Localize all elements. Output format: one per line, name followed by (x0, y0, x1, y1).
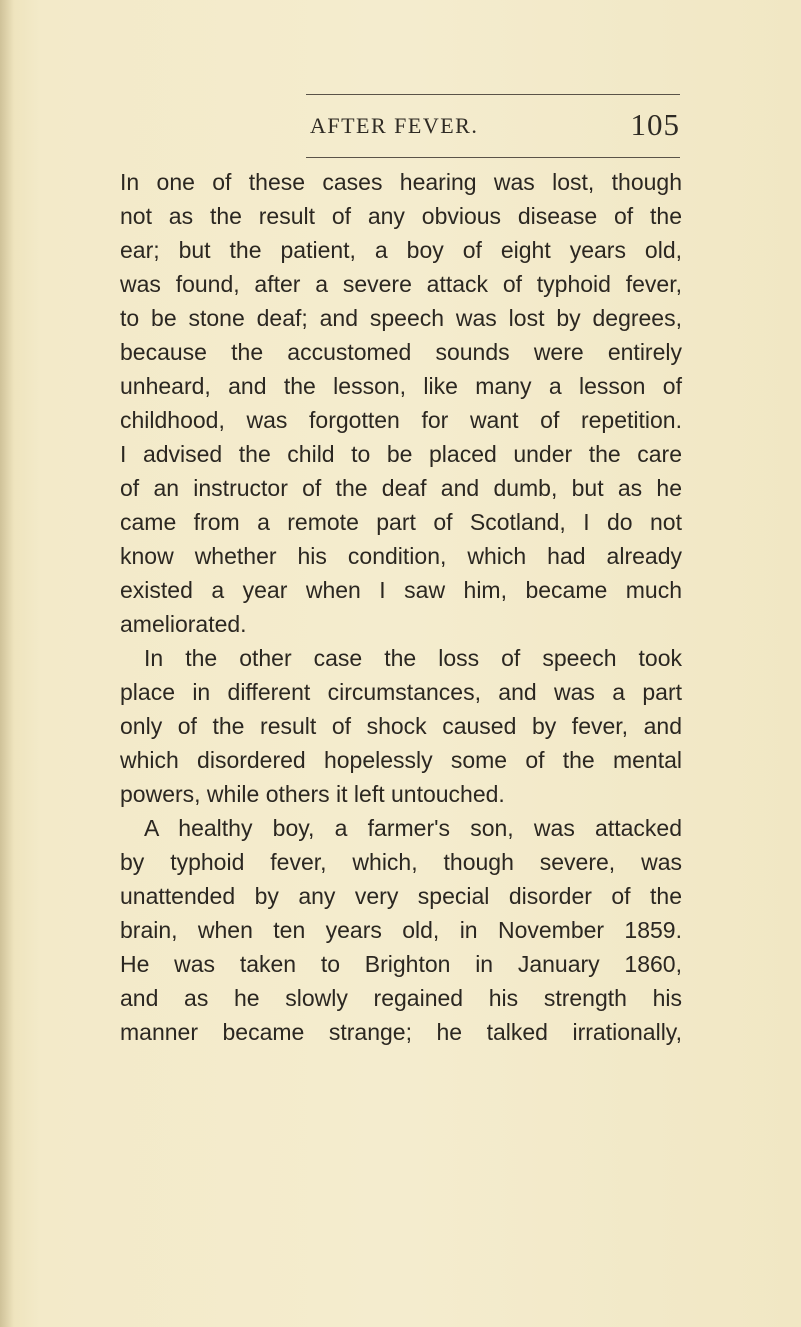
text-line: childhood, was forgotten for want of repetition. (120, 407, 682, 433)
text-line: which disordered hopelessly some of the mental (120, 747, 682, 773)
page-header (306, 107, 680, 143)
text-line: place in different circumstances, and was a part (120, 679, 682, 705)
body-text (120, 165, 682, 1049)
text-line: brain, when ten years old, in November 1859. (120, 917, 682, 943)
running-head: AFTER FEVER. (310, 113, 479, 138)
header-bottom-rule (306, 157, 680, 158)
text-line: unheard, and the lesson, like many a lesson of (120, 373, 682, 399)
text-line: ameliorated. (120, 611, 247, 637)
text-line: manner became strange; he talked irrationally, (120, 1019, 682, 1045)
text-line: not as the result of any obvious disease of the (120, 203, 682, 229)
text-line: by typhoid fever, which, though severe, was (120, 849, 682, 875)
text-line: ear; but the patient, a boy of eight years old, (120, 237, 682, 263)
text-line: because the accustomed sounds were entirely (120, 339, 682, 365)
text-line: was found, after a severe attack of typhoid fever, (120, 271, 682, 297)
text-line: In the other case the loss of speech took (144, 645, 682, 671)
text-line: came from a remote part of Scotland, I do not (120, 509, 682, 535)
spine-shadow (0, 0, 14, 1327)
text-line: powers, while others it left untouched. (120, 781, 505, 807)
text-line: existed a year when I saw him, became much (120, 577, 682, 603)
header-top-rule (306, 94, 680, 95)
text-line: only of the result of shock caused by fever, and (120, 713, 682, 739)
text-line: He was taken to Brighton in January 1860, (120, 951, 682, 977)
page-number: 105 (630, 107, 680, 142)
text-line: to be stone deaf; and speech was lost by degrees, (120, 305, 682, 331)
text-line: A healthy boy, a farmer's son, was attacked (144, 815, 682, 841)
text-line: know whether his condition, which had already (120, 543, 682, 569)
text-line: and as he slowly regained his strength his (120, 985, 682, 1011)
text-line: of an instructor of the deaf and dumb, but as he (120, 475, 682, 501)
text-line: I advised the child to be placed under the care (120, 441, 682, 467)
text-line: In one of these cases hearing was lost, though (120, 169, 682, 195)
text-line: unattended by any very special disorder of the (120, 883, 682, 909)
